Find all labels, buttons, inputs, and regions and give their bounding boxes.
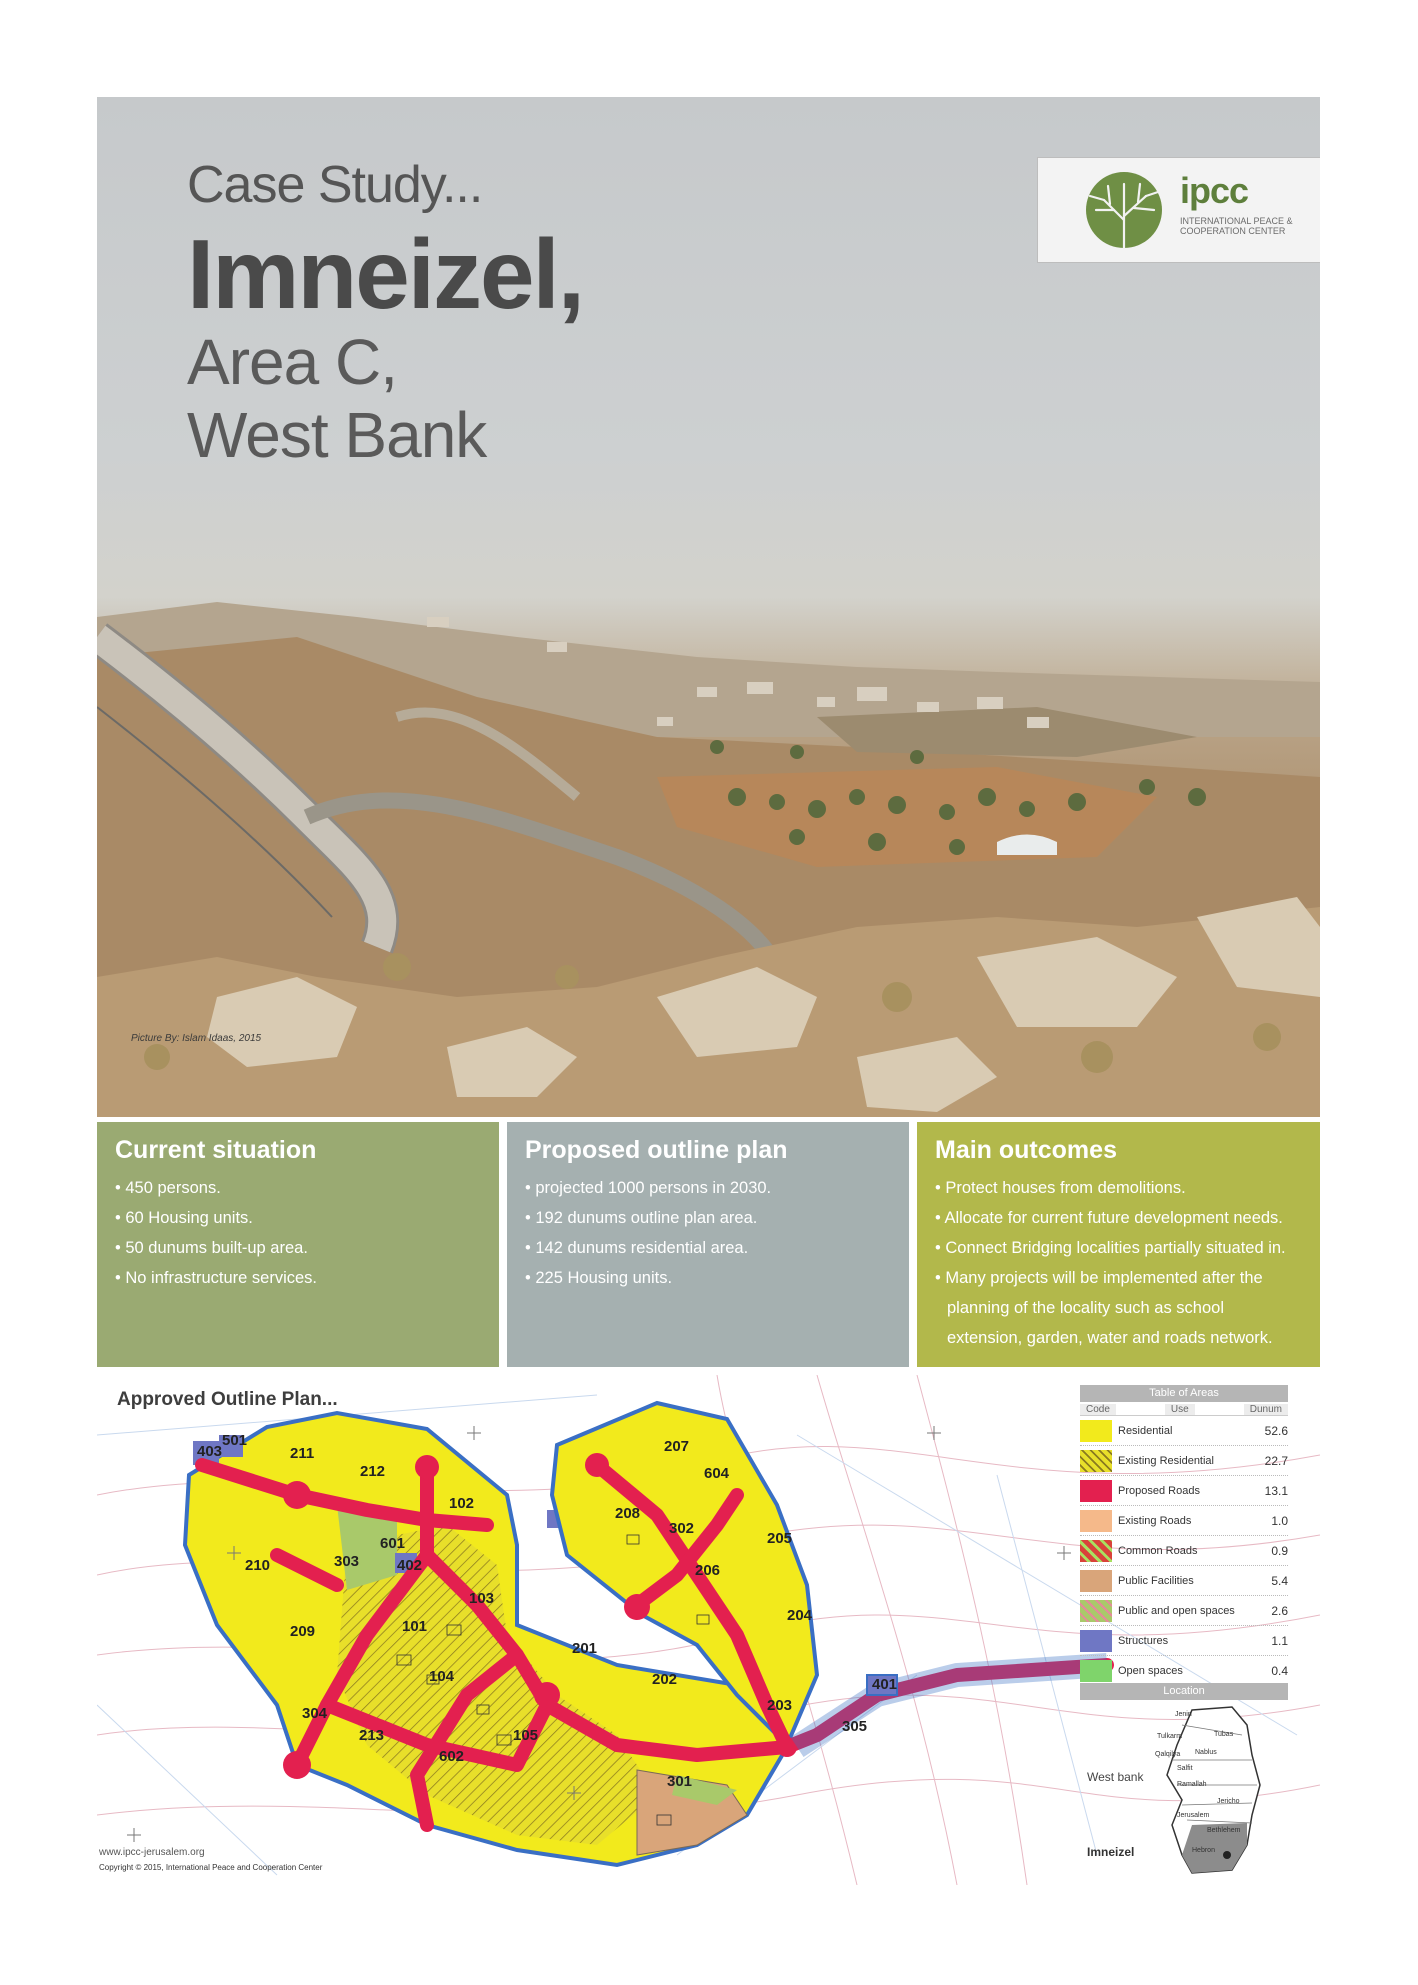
- legend-value: 1.0: [1271, 1513, 1288, 1528]
- plot-label: 206: [695, 1562, 721, 1579]
- list-item: • 142 dunums residential area.: [525, 1233, 891, 1263]
- list-item: • 450 persons.: [115, 1173, 481, 1203]
- plot-label: 401: [872, 1676, 898, 1693]
- town-label: Jericho: [1217, 1798, 1240, 1805]
- plot-label: 303: [334, 1553, 360, 1570]
- list-item: • 50 dunums built-up area.: [115, 1233, 481, 1263]
- plot-label: 203: [767, 1697, 793, 1714]
- region-label: West bank: [1087, 1770, 1144, 1784]
- plot-label: 209: [290, 1623, 316, 1640]
- legend-value: 52.6: [1264, 1423, 1288, 1438]
- legend-value: 0.4: [1271, 1663, 1288, 1678]
- legend-label: Public Facilities: [1118, 1574, 1194, 1587]
- plot-label: 207: [664, 1438, 690, 1455]
- town-label: Ramallah: [1177, 1781, 1207, 1788]
- tree-logo-icon: [1074, 170, 1174, 250]
- list-item: • Protect houses from demolitions.: [935, 1173, 1302, 1203]
- logo-tagline: INTERNATIONAL PEACE & COOPERATION CENTER: [1180, 216, 1293, 237]
- legend-row: [1080, 1506, 1288, 1536]
- plot-label: 304: [302, 1705, 328, 1722]
- plot-label: 205: [767, 1530, 793, 1547]
- legend-row: [1080, 1416, 1288, 1446]
- legend-label: Public and open spaces: [1118, 1604, 1235, 1617]
- plot-label: 212: [360, 1463, 386, 1480]
- list-item: • 225 Housing units.: [525, 1263, 891, 1293]
- panel-list: [935, 1173, 1302, 1353]
- legend-title: Table of Areas: [1080, 1385, 1288, 1402]
- list-item: • 192 dunums outline plan area.: [525, 1203, 891, 1233]
- panel-title: Proposed outline plan: [525, 1136, 788, 1164]
- legend-label: Proposed Roads: [1118, 1484, 1200, 1497]
- hero-photo: [97, 97, 1320, 1117]
- legend-label: Residential: [1118, 1424, 1173, 1437]
- legend-row: [1080, 1536, 1288, 1566]
- town-label: Jerusalem: [1177, 1812, 1210, 1819]
- list-item: • Allocate for current future development needs.: [935, 1203, 1302, 1233]
- legend-row: [1080, 1596, 1288, 1626]
- town-label: Tulkarm: [1157, 1733, 1183, 1740]
- photo-credit: Picture By: Islam Idaas, 2015: [131, 1033, 262, 1044]
- plot-label: 213: [359, 1727, 385, 1744]
- logo-name: ipcc: [1180, 170, 1249, 211]
- imneizel-location-marker: [1223, 1851, 1231, 1859]
- panel-list: [115, 1173, 481, 1293]
- ipcc-logo: [1037, 157, 1320, 263]
- plot-label: 403: [197, 1443, 223, 1460]
- legend-row: [1080, 1656, 1288, 1686]
- legend-label: Existing Residential: [1118, 1454, 1214, 1467]
- plot-label: 302: [669, 1520, 695, 1537]
- legend-row: [1080, 1446, 1288, 1476]
- legend-value: 2.6: [1271, 1603, 1288, 1618]
- legend-value: 1.1: [1271, 1633, 1288, 1648]
- legend-columns: [1080, 1404, 1288, 1416]
- subtitle-line1: Area C,: [187, 326, 397, 398]
- town-label: Jenin: [1175, 1711, 1192, 1718]
- legend-value: 22.7: [1264, 1453, 1288, 1468]
- list-item: • Connect Bridging localities partially situated in.: [935, 1233, 1302, 1263]
- col-code: Code: [1080, 1404, 1116, 1415]
- list-item: • No infrastructure services.: [115, 1263, 481, 1293]
- swatch-proposed-roads: [1080, 1480, 1112, 1502]
- list-item: • 60 Housing units.: [115, 1203, 481, 1233]
- plot-label: 501: [222, 1432, 248, 1449]
- swatch-public-open-spaces: [1080, 1600, 1112, 1622]
- town-label: Qalqilya: [1155, 1751, 1181, 1758]
- swatch-residential: [1080, 1420, 1112, 1442]
- plot-label: 103: [469, 1590, 495, 1607]
- page-title: Imneizel,: [187, 219, 583, 329]
- swatch-public-facilities: [1080, 1570, 1112, 1592]
- town-label: Bethlehem: [1207, 1827, 1241, 1834]
- plot-label: 201: [572, 1640, 598, 1657]
- swatch-structures: [1080, 1630, 1112, 1652]
- panel-title: Current situation: [115, 1136, 317, 1164]
- swatch-existing-residential: [1080, 1450, 1112, 1472]
- legend-label: Existing Roads: [1118, 1514, 1192, 1527]
- plot-label: 202: [652, 1671, 678, 1688]
- col-value: Dunum: [1244, 1404, 1288, 1415]
- table-of-areas: [1080, 1385, 1288, 1686]
- plot-label: 602: [439, 1748, 465, 1765]
- locality-label: Imneizel: [1087, 1845, 1135, 1859]
- plot-label: 211: [290, 1445, 315, 1462]
- panel-main-outcomes: [917, 1122, 1320, 1367]
- town-label: Nablus: [1195, 1749, 1217, 1756]
- plot-label: 604: [704, 1465, 730, 1482]
- plot-label: 208: [615, 1505, 641, 1522]
- legend-row: [1080, 1626, 1288, 1656]
- panel-proposed-outline-plan: [507, 1122, 909, 1367]
- swatch-common-roads: [1080, 1540, 1112, 1562]
- plot-label: 305: [842, 1718, 868, 1735]
- title-kicker: Case Study...: [187, 156, 483, 214]
- plot-label: 101: [402, 1618, 428, 1635]
- plot-label: 204: [787, 1607, 813, 1624]
- swatch-open-spaces: [1080, 1660, 1112, 1682]
- list-item: • Many projects will be implemented after the planning of the locality such as school extension, garden, water and roads network.: [935, 1263, 1302, 1353]
- panel-current-situation: [97, 1122, 499, 1367]
- title-block: [187, 156, 583, 472]
- website-link[interactable]: www.ipcc-jerusalem.org: [99, 1847, 205, 1858]
- legend-value: 5.4: [1271, 1573, 1288, 1588]
- legend-value: 0.9: [1271, 1543, 1288, 1558]
- panel-title: Main outcomes: [935, 1136, 1117, 1164]
- location-title: Location: [1080, 1683, 1288, 1700]
- town-label: Tubas: [1214, 1731, 1234, 1738]
- copyright: Copyright © 2015, International Peace and Cooperation Center: [99, 1863, 323, 1872]
- plot-label: 601: [380, 1535, 406, 1552]
- swatch-existing-roads: [1080, 1510, 1112, 1532]
- plot-label: 301: [667, 1773, 693, 1790]
- legend-value: 13.1: [1264, 1483, 1288, 1498]
- legend-label: Structures: [1118, 1634, 1169, 1647]
- town-label: Salfit: [1177, 1765, 1193, 1772]
- legend-row: [1080, 1476, 1288, 1506]
- plot-label: 210: [245, 1557, 271, 1574]
- outline-plan-map: [97, 1375, 1320, 1885]
- plot-label: 402: [397, 1557, 423, 1574]
- plot-label: 102: [449, 1495, 475, 1512]
- panel-list: [525, 1173, 891, 1293]
- legend-label: Common Roads: [1118, 1544, 1198, 1557]
- plot-label: 105: [513, 1727, 539, 1744]
- legend-label: Open spaces: [1118, 1664, 1183, 1677]
- town-label: Hebron: [1192, 1847, 1215, 1854]
- map-title: Approved Outline Plan...: [117, 1389, 338, 1410]
- poster: [97, 97, 1320, 1892]
- legend-row: [1080, 1566, 1288, 1596]
- subtitle-line2: West Bank: [187, 399, 487, 472]
- col-use: Use: [1165, 1404, 1195, 1415]
- plot-label: 104: [429, 1668, 455, 1685]
- list-item: • projected 1000 persons in 2030.: [525, 1173, 891, 1203]
